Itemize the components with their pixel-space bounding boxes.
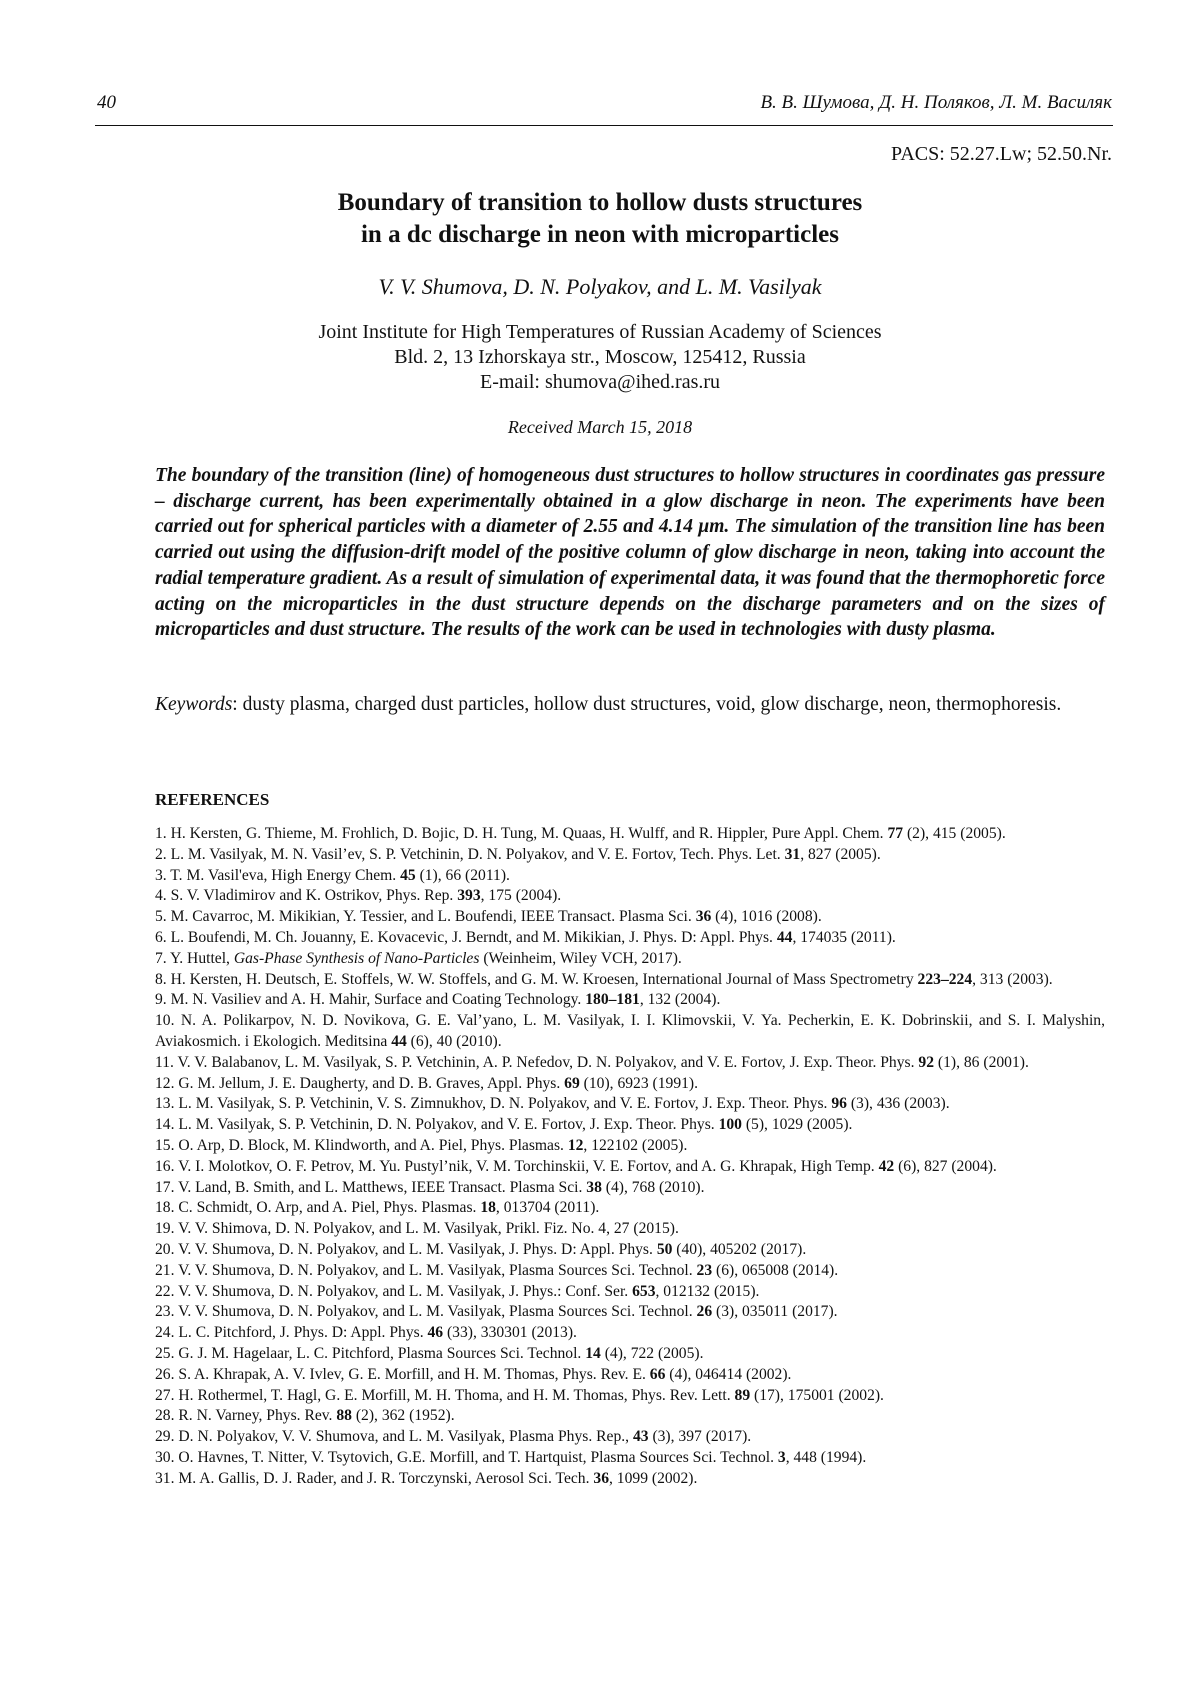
reference-text: (2), 415 (2005). [903,825,1006,842]
reference-item [155,1302,1105,1323]
reference-volume: 100 [718,1116,742,1134]
reference-volume: 36 [695,908,712,926]
reference-text: 26. S. A. Khrapak, A. V. Ivlev, G. E. Morfill, and H. M. Thomas, Phys. Rev. E. [155,1365,650,1383]
reference-volume: 89 [734,1386,751,1404]
reference-text: 22. V. V. Shumova, D. N. Polyakov, and L. M. Vasilyak, J. Phys.: Conf. Ser. [155,1282,633,1300]
reference-text: (Weinheim, Wiley VCH, 2017). [479,949,682,967]
page-number: 40 [97,92,116,113]
reference-text: 9. M. N. Vasiliev and A. H. Mahir, Surface and Coating Technology. [155,991,586,1009]
reference-text: 24. L. C. Pitchford, J. Phys. D: Appl. Phys. [155,1324,428,1342]
reference-text: (6), 065008 (2014). [712,1261,839,1279]
reference-text: 14. L. M. Vasilyak, S. P. Vetchinin, D. N. Polyakov, and V. E. Fortov, J. Exp. Theor. Phys. [155,1116,719,1134]
reference-item [155,1011,1105,1053]
reference-text: , 132 (2004). [639,991,721,1009]
reference-volume: 14 [585,1344,601,1362]
reference-volume: 180–181 [585,991,640,1009]
reference-text: 2. L. M. Vasilyak, M. N. Vasil’ev, S. P. Vetchinin, D. N. Polyakov, and V. E. Fortov, Tech. Phys. Let. [155,845,785,863]
reference-text: (40), 405202 (2017). [672,1240,807,1258]
reference-text: , 013704 (2011). [495,1199,600,1217]
reference-item [155,1406,1105,1427]
reference-text: (3), 436 (2003). [846,1095,950,1113]
reference-volume: 3 [777,1448,786,1466]
reference-text: , 175 (2004). [480,887,562,905]
pacs-codes: PACS: 52.27.Lw; 52.50.Nr. [891,143,1112,165]
reference-volume: 653 [632,1282,656,1300]
reference-volume: 393 [457,887,481,905]
reference-text: (33), 330301 (2013). [443,1324,577,1342]
reference-volume: 26 [696,1303,713,1321]
title-line-1: Boundary of transition to hollow dusts structures [337,189,863,216]
reference-text: , 827 (2005). [800,845,881,863]
reference-text: 27. H. Rothermel, T. Hagl, G. E. Morfill, M. H. Thoma, and H. M. Thomas, Phys. Rev. Lett. [155,1386,735,1404]
reference-text: 13. L. M. Vasilyak, S. P. Vetchinin, V. S. Zimnukhov, D. N. Polyakov, and V. E. Fortov, J. Exp. Theor. Phys. [155,1095,832,1113]
paper-title [0,187,1200,251]
reference-volume: 46 [427,1324,444,1342]
reference-item [155,1261,1105,1282]
reference-text: 7. Y. Huttel, [155,949,234,967]
running-authors: В. В. Шумова, Д. Н. Поляков, Л. М. Василяк [760,92,1112,113]
reference-volume: 18 [480,1199,496,1217]
references-heading: REFERENCES [155,790,270,809]
reference-item [155,1365,1105,1386]
reference-text: (4), 046414 (2002). [665,1365,792,1383]
reference-text: 17. V. Land, B. Smith, and L. Matthews, IEEE Transact. Plasma Sci. [155,1178,587,1196]
reference-volume: 44 [391,1032,407,1050]
reference-volume: 43 [632,1428,649,1446]
reference-text: (4), 722 (2005). [600,1344,704,1362]
keywords-text: : dusty plasma, charged dust particles, hollow dust structures, void, glow discharge, neon, thermophoresis. [232,694,1062,715]
reference-text: 25. G. J. M. Hagelaar, L. C. Pitchford, Plasma Sources Sci. Technol. [155,1344,586,1362]
reference-item [155,1053,1105,1074]
title-line-2: in a dc discharge in neon with microparticles [360,221,839,248]
reference-volume: 50 [656,1240,673,1258]
reference-item [155,1074,1105,1095]
reference-text: 12. G. M. Jellum, J. E. Daugherty, and D. B. Graves, Appl. Phys. [155,1074,565,1092]
reference-item [155,824,1105,845]
reference-volume: 12 [567,1136,584,1154]
reference-item [155,886,1105,907]
reference-text: 4. S. V. Vladimirov and K. Ostrikov, Phys. Rep. [155,887,458,905]
reference-text: 6. L. Boufendi, M. Ch. Jouanny, E. Kovacevic, J. Berndt, and M. Mikikian, J. Phys. D: Appl. Phys. [155,928,777,946]
reference-item [155,1386,1105,1407]
reference-text: (4), 1016 (2008). [711,908,822,926]
reference-item [155,1178,1105,1199]
reference-text: 20. V. V. Shumova, D. N. Polyakov, and L. M. Vasilyak, J. Phys. D: Appl. Phys. [155,1240,657,1258]
reference-volume: 44 [776,928,793,946]
reference-item [155,1240,1105,1261]
reference-item [155,1219,1105,1240]
affiliation-email: E-mail: shumova@ihed.ras.ru [479,371,721,393]
reference-volume: 88 [336,1407,352,1425]
affiliation-address: Bld. 2, 13 Izhorskaya str., Moscow, 125412, Russia [394,346,806,368]
reference-text: 3. T. M. Vasil'eva, High Energy Chem. [155,866,401,884]
reference-text: (3), 035011 (2017). [712,1303,838,1321]
reference-text: 30. O. Havnes, T. Nitter, V. Tsytovich, G.E. Morfill, and T. Hartquist, Plasma Sources Sci. Technol. [155,1448,778,1466]
reference-text: (6), 827 (2004). [894,1157,997,1175]
reference-text: 23. V. V. Shumova, D. N. Polyakov, and L. M. Vasilyak, Plasma Sources Sci. Technol. [155,1303,697,1321]
reference-text: 19. V. V. Shimova, D. N. Polyakov, and L. M. Vasilyak, Prikl. Fiz. No. 4, 27 (2015). [155,1220,679,1238]
reference-item [155,1469,1105,1490]
reference-text: 5. M. Cavarroc, M. Mikikian, Y. Tessier, and L. Boufendi, IEEE Transact. Plasma Sci. [155,908,696,926]
keywords-label: Keywords [155,694,233,715]
reference-text: (2), 362 (1952). [351,1407,455,1425]
reference-volume: 66 [649,1365,666,1383]
reference-item [155,1282,1105,1303]
reference-volume: 42 [878,1157,895,1175]
reference-volume: 77 [887,825,904,842]
reference-item [155,1136,1105,1157]
reference-item [155,907,1105,928]
reference-item [155,1198,1105,1219]
running-header [97,92,1112,122]
reference-item [155,1323,1105,1344]
reference-volume: 96 [831,1095,847,1113]
reference-text: 11. V. V. Balabanov, L. M. Vasilyak, S. P. Vetchinin, A. P. Nefedov, D. N. Polyakov, and V. E. Fortov, J. Exp. Theor. Phys. [155,1053,919,1071]
reference-text: , 313 (2003). [972,970,1053,988]
reference-text: (17), 175001 (2002). [750,1386,884,1404]
reference-volume: 45 [400,866,416,884]
received-date: Received March 15, 2018 [507,417,693,437]
reference-item [155,1344,1105,1365]
reference-volume: 92 [918,1053,934,1071]
header-rule [95,125,1113,126]
reference-text: , 174035 (2011). [792,928,896,946]
reference-title: Gas-Phase Synthesis of Nano-Particles [233,949,480,967]
reference-text: (3), 397 (2017). [648,1428,752,1446]
reference-volume: 23 [696,1261,713,1279]
abstract: The boundary of the transition (line) of homogeneous dust structures to hollow structures in coordinates gas pressure – discharge current, has been experimentally obtained in a glow discharge in neon. The experiments have been carried out for spherical particles with a diameter of 2.55 and 4.14 μm. The simulation of the transition line has been carried out using the diffusion-drift model of the positive column of glow discharge in neon, taking into account the radial temperature gradient. As a result of simulation of experimental data, it was found that the thermophoretic force acting on the microparticles in the dust structure depends on the discharge parameters and on the sizes of microparticles and dust structure. The results of the work can be used in technologies with dusty plasma. [155,465,1105,641]
reference-list [155,824,1105,1490]
reference-text: 29. D. N. Polyakov, V. V. Shumova, and L. M. Vasilyak, Plasma Phys. Rep., [155,1428,633,1446]
keywords [155,692,1105,718]
reference-volume: 223–224 [917,970,973,988]
reference-item [155,990,1105,1011]
reference-text: 21. V. V. Shumova, D. N. Polyakov, and L. M. Vasilyak, Plasma Sources Sci. Technol. [155,1261,697,1279]
reference-text: 18. C. Schmidt, O. Arp, and A. Piel, Phys. Plasmas. [155,1199,481,1217]
reference-text: , 448 (1994). [785,1448,867,1466]
reference-text: (5), 1029 (2005). [741,1116,853,1134]
reference-volume: 69 [564,1074,580,1092]
reference-text: (6), 40 (2010). [406,1032,502,1050]
reference-text: 15. O. Arp, D. Block, M. Klindworth, and A. Piel, Phys. Plasmas. [155,1136,568,1154]
reference-item [155,866,1105,887]
reference-item [155,970,1105,991]
reference-text: 8. H. Kersten, H. Deutsch, E. Stoffels, W. W. Stoffels, and G. M. W. Kroesen, International Journal of Mass Spectrometry [155,970,918,988]
reference-volume: 38 [586,1178,602,1196]
author-list: V. V. Shumova, D. N. Polyakov, and L. M. Vasilyak [378,274,822,299]
affiliation-institute: Joint Institute for High Temperatures of Russian Academy of Sciences [318,321,882,343]
reference-text: 28. R. N. Varney, Phys. Rev. [155,1407,337,1425]
affiliation [0,320,1200,395]
reference-item [155,1157,1105,1178]
reference-text: , 1099 (2002). [609,1469,698,1487]
reference-text: 16. V. I. Molotkov, O. F. Petrov, M. Yu. Pustyl’nik, V. M. Torchinskii, V. E. Fortov, and A. G. Khrapak, High Temp. [155,1157,879,1175]
reference-volume: 36 [593,1469,609,1487]
reference-text: 1. H. Kersten, G. Thieme, M. Frohlich, D. Bojic, D. H. Tung, M. Quaas, H. Wulff, and R. Hippler, Pure Appl. Chem. [155,825,888,842]
reference-text: (1), 86 (2001). [934,1053,1029,1071]
reference-item [155,1448,1105,1469]
reference-item [155,928,1105,949]
reference-text: , 122102 (2005). [583,1136,688,1154]
reference-item [155,1094,1105,1115]
reference-text: 10. N. A. Polikarpov, N. D. Novikova, G. E. Val’yano, L. M. Vasilyak, I. I. Klimovskii, V. Ya. Pecherkin, E. K. Dobrinskii, and S. I. Malyshin, Aviakosmich. i Ekologich. Meditsina [155,1012,1105,1050]
reference-text: , 012132 (2015). [655,1282,760,1300]
reference-text: (4), 768 (2010). [601,1178,705,1196]
reference-item [155,1427,1105,1448]
reference-text: (1), 66 (2011). [415,866,510,884]
reference-item [155,949,1105,970]
reference-volume: 31 [784,845,801,863]
reference-item [155,845,1105,866]
reference-text: (10), 6923 (1991). [579,1074,698,1092]
reference-item [155,1115,1105,1136]
reference-text: 31. M. A. Gallis, D. J. Rader, and J. R. Torczynski, Aerosol Sci. Tech. [155,1469,594,1487]
